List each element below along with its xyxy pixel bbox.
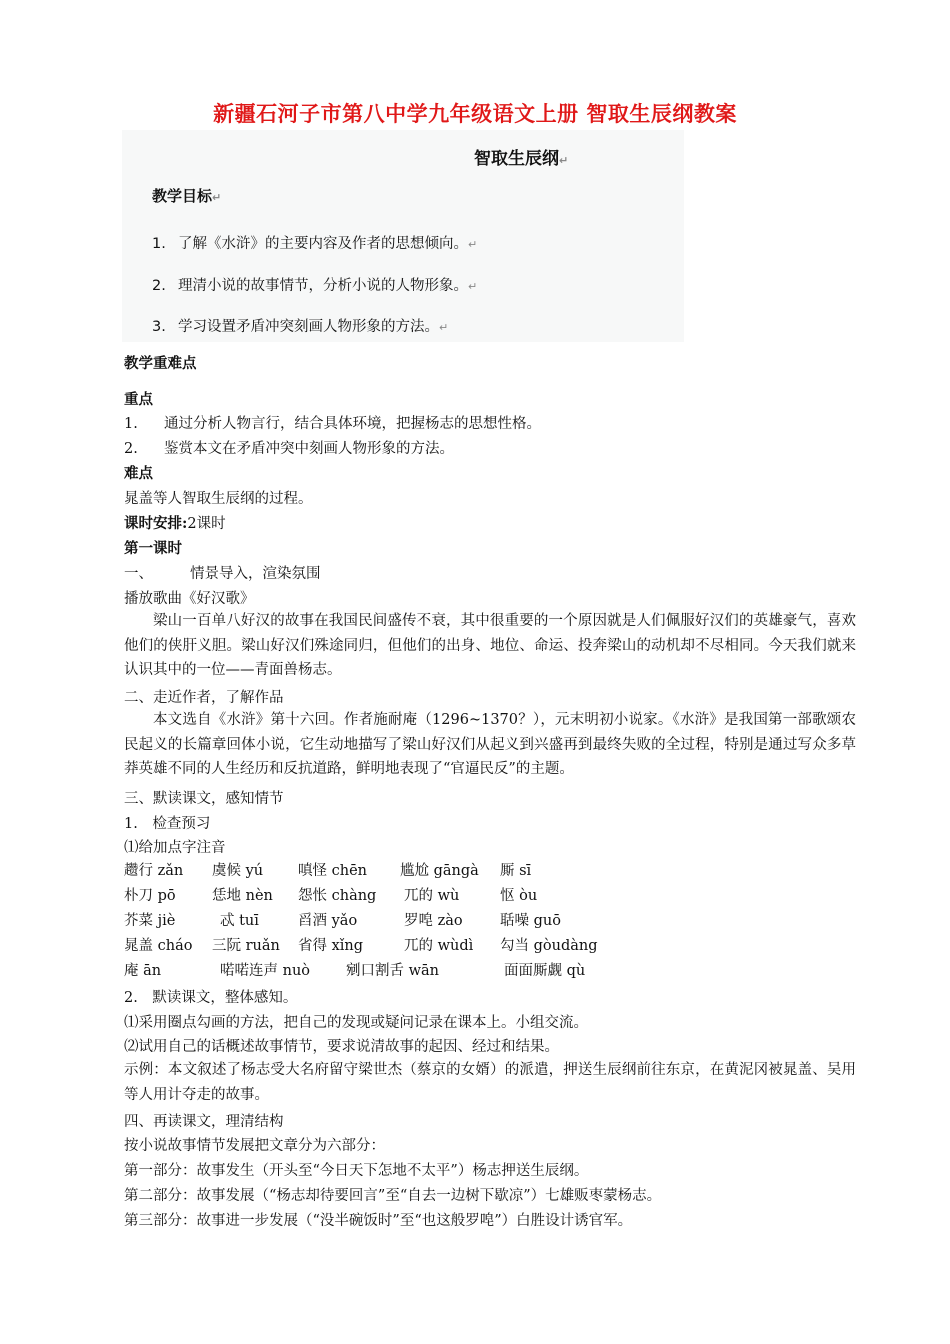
pinyin-instruction: ⑴给加点字注音 bbox=[124, 840, 226, 856]
paragraph-mark-icon: ↵ bbox=[212, 191, 222, 204]
section-4-title: 四、再读课文，理清结构 bbox=[124, 1114, 284, 1130]
key-heading: 重点 bbox=[124, 391, 153, 408]
song-line: 播放歌曲《好汉歌》 bbox=[124, 591, 255, 607]
structure-part: 第三部分：故事进一步发展（“没半碗饭时”至“也这般罗唣”）白胜设计诱官军。 bbox=[124, 1213, 633, 1229]
intro-paragraph: 梁山一百单八好汉的故事在我国民间盛传不衰，其中很重要的一个原因就是人们佩服好汉们的英雄豪气，喜欢他们的侠肝义胆。梁山好汉们殊途同归，但他们的出身、地位、命运、投奔梁山的动机却不尽相同。今天我们就来认识其中的一位——青面兽杨志。 bbox=[124, 613, 856, 679]
paragraph-mark-icon: ↵ bbox=[468, 238, 478, 251]
key-point: 2. 鉴赏本文在矛盾冲突中刻画人物形象的方法。 bbox=[124, 441, 454, 457]
structure-part: 第二部分：故事发展（“杨志却待要回言”至“自去一边树下歇凉”）七雄贩枣蒙杨志。 bbox=[124, 1188, 662, 1204]
structure-intro: 按小说故事情节发展把文章分为六部分： bbox=[124, 1138, 385, 1154]
hard-text: 晁盖等人智取生辰纲的过程。 bbox=[124, 491, 313, 507]
document-page: 新疆石河子市第八中学九年级语文上册 智取生辰纲教案 智取生辰纲↵ 教学目标↵ 1. 了解《水浒》的主要内容及作者的思想倾向。↵ 2. 理清小说的故事情节，分析小说的人物形象。↵ 3. 学习设置矛盾冲突刻画人物形象的方法。↵ 教学重难点 重点 1. 通过分析人物言行，结合具体环境，把握杨志的思想性格。 2. 鉴赏本文在矛盾冲突中刻画人物形象的方法。 难点 晁盖等人智取生辰纲的过程。 课时安排:2课时 第一课时 一、 情景导入，渲染氛围 播放歌曲《好汉歌》 梁山一百单八好汉的故事在我国民间盛传不衰，其中很重要的一个原因就是人们佩服好汉们的英雄豪气，喜欢他们的侠肝义胆。梁山好汉们殊途同归，但他们的出身、地位、命运、投奔梁山的动机却不尽相同。今天我们就来认识其中的一位——青面兽杨志。 二、走近作者，了解作品 本文选自《水浒》第十六回。作者施耐庵（1296~1370？），元末明初小说家。《水浒》是我国第一部歌颂农民起义的长篇章回体小说，它生动地描写了梁山好汉们从起义到兴盛再到最终失败的全过程，特别是通过写众多草莽英雄不同的人生经历和反抗道路，鲜明地表现了“官逼民反”的主题。 三、默读课文，感知情节 1. 检查预习 ⑴给加点字注音 趱行 zǎn 虞候 yú 嗔怪 chēn 尴尬 gāngà 厮 sī 朴刀 pō 恁地 nèn 怨怅 chàng 兀的 wù 怄 òu 芥菜 jiè 忒 tuī 舀酒 yǎo 罗唣 zào 聒噪 guō 晁盖 cháo 三阮 ruǎn 省得 xǐng 兀的 wùdì 勾当 gòudàng 庵 ān 喏喏连声 nuò 剜口割舌 wān 面面厮觑 qù 2. 默读课文，整体感知。 ⑴采用圈点勾画的方法，把自己的发现或疑问记录在课本上。小组交流。 ⑵试用自己的话概述故事情节，要求说清故事的起因、经过和结果。 示例：本文叙述了杨志受大名府留守梁世杰（蔡京的女婿）的派遣，押送生辰纲前往东京，在黄泥冈被晁盖、吴用等人用计夺走的故事。 四、再读课文，理清结构 按小说故事情节发展把文章分为六部分： 第一部分：故事发生（开头至“今日天下怎地不太平”）杨志押送生辰纲。 第二部分：故事发展（“杨志却待要回言”至“自去一边树下歇凉”）七雄贩枣蒙杨志。 第三部分：故事进一步发展（“没半碗饭时”至“也这般罗唣”）白胜设计诱官军。 bbox=[0, 0, 950, 1344]
structure-part: 第一部分：故事发生（开头至“今日天下怎地不太平”）杨志押送生辰纲。 bbox=[124, 1163, 589, 1179]
goals-heading: 教学目标↵ bbox=[152, 187, 222, 205]
hard-heading: 难点 bbox=[124, 465, 153, 482]
section-1-title: 一、 情景导入，渲染氛围 bbox=[124, 566, 321, 582]
section-2-title: 二、走近作者，了解作品 bbox=[124, 690, 284, 706]
preview-check: 1. 检查预习 bbox=[124, 816, 211, 832]
reading-task-1: ⑴采用圈点勾画的方法，把自己的发现或疑问记录在课本上。小组交流。 bbox=[124, 1015, 588, 1031]
paragraph-mark-icon: ↵ bbox=[468, 280, 478, 293]
reading-task-2: ⑵试用自己的话概述故事情节，要求说清故事的起因、经过和结果。 bbox=[124, 1039, 559, 1055]
embedded-goals-image bbox=[122, 130, 684, 342]
key-point: 1. 通过分析人物言行，结合具体环境，把握杨志的思想性格。 bbox=[124, 416, 541, 432]
document-title: 新疆石河子市第八中学九年级语文上册 智取生辰纲教案 bbox=[213, 102, 737, 126]
section-3-title: 三、默读课文，感知情节 bbox=[124, 791, 284, 807]
goal-item: 3. 学习设置矛盾冲突刻画人物形象的方法。↵ bbox=[152, 319, 449, 335]
embedded-heading: 智取生辰纲↵ bbox=[474, 149, 569, 169]
schedule: 课时安排:2课时 bbox=[124, 515, 226, 532]
silent-reading: 2. 默读课文，整体感知。 bbox=[124, 990, 298, 1006]
author-paragraph: 本文选自《水浒》第十六回。作者施耐庵（1296~1370？），元末明初小说家。《水浒》是我国第一部歌颂农民起义的长篇章回体小说，它生动地描写了梁山好汉们从起义到兴盛再到最终失败的全过程，特别是通过写众多草莽英雄不同的人生经历和反抗道路，鲜明地表现了“官逼民反”的主题。 bbox=[124, 712, 856, 778]
goal-item: 2. 理清小说的故事情节，分析小说的人物形象。↵ bbox=[152, 278, 478, 294]
lesson1-heading: 第一课时 bbox=[124, 540, 182, 557]
paragraph-mark-icon: ↵ bbox=[559, 154, 569, 167]
goal-item: 1. 了解《水浒》的主要内容及作者的思想倾向。↵ bbox=[152, 236, 478, 252]
example-paragraph: 示例：本文叙述了杨志受大名府留守梁世杰（蔡京的女婿）的派遣，押送生辰纲前往东京，在黄泥冈被晁盖、吴用等人用计夺走的故事。 bbox=[124, 1062, 856, 1103]
difficulty-heading: 教学重难点 bbox=[124, 355, 197, 372]
paragraph-mark-icon: ↵ bbox=[439, 321, 449, 334]
